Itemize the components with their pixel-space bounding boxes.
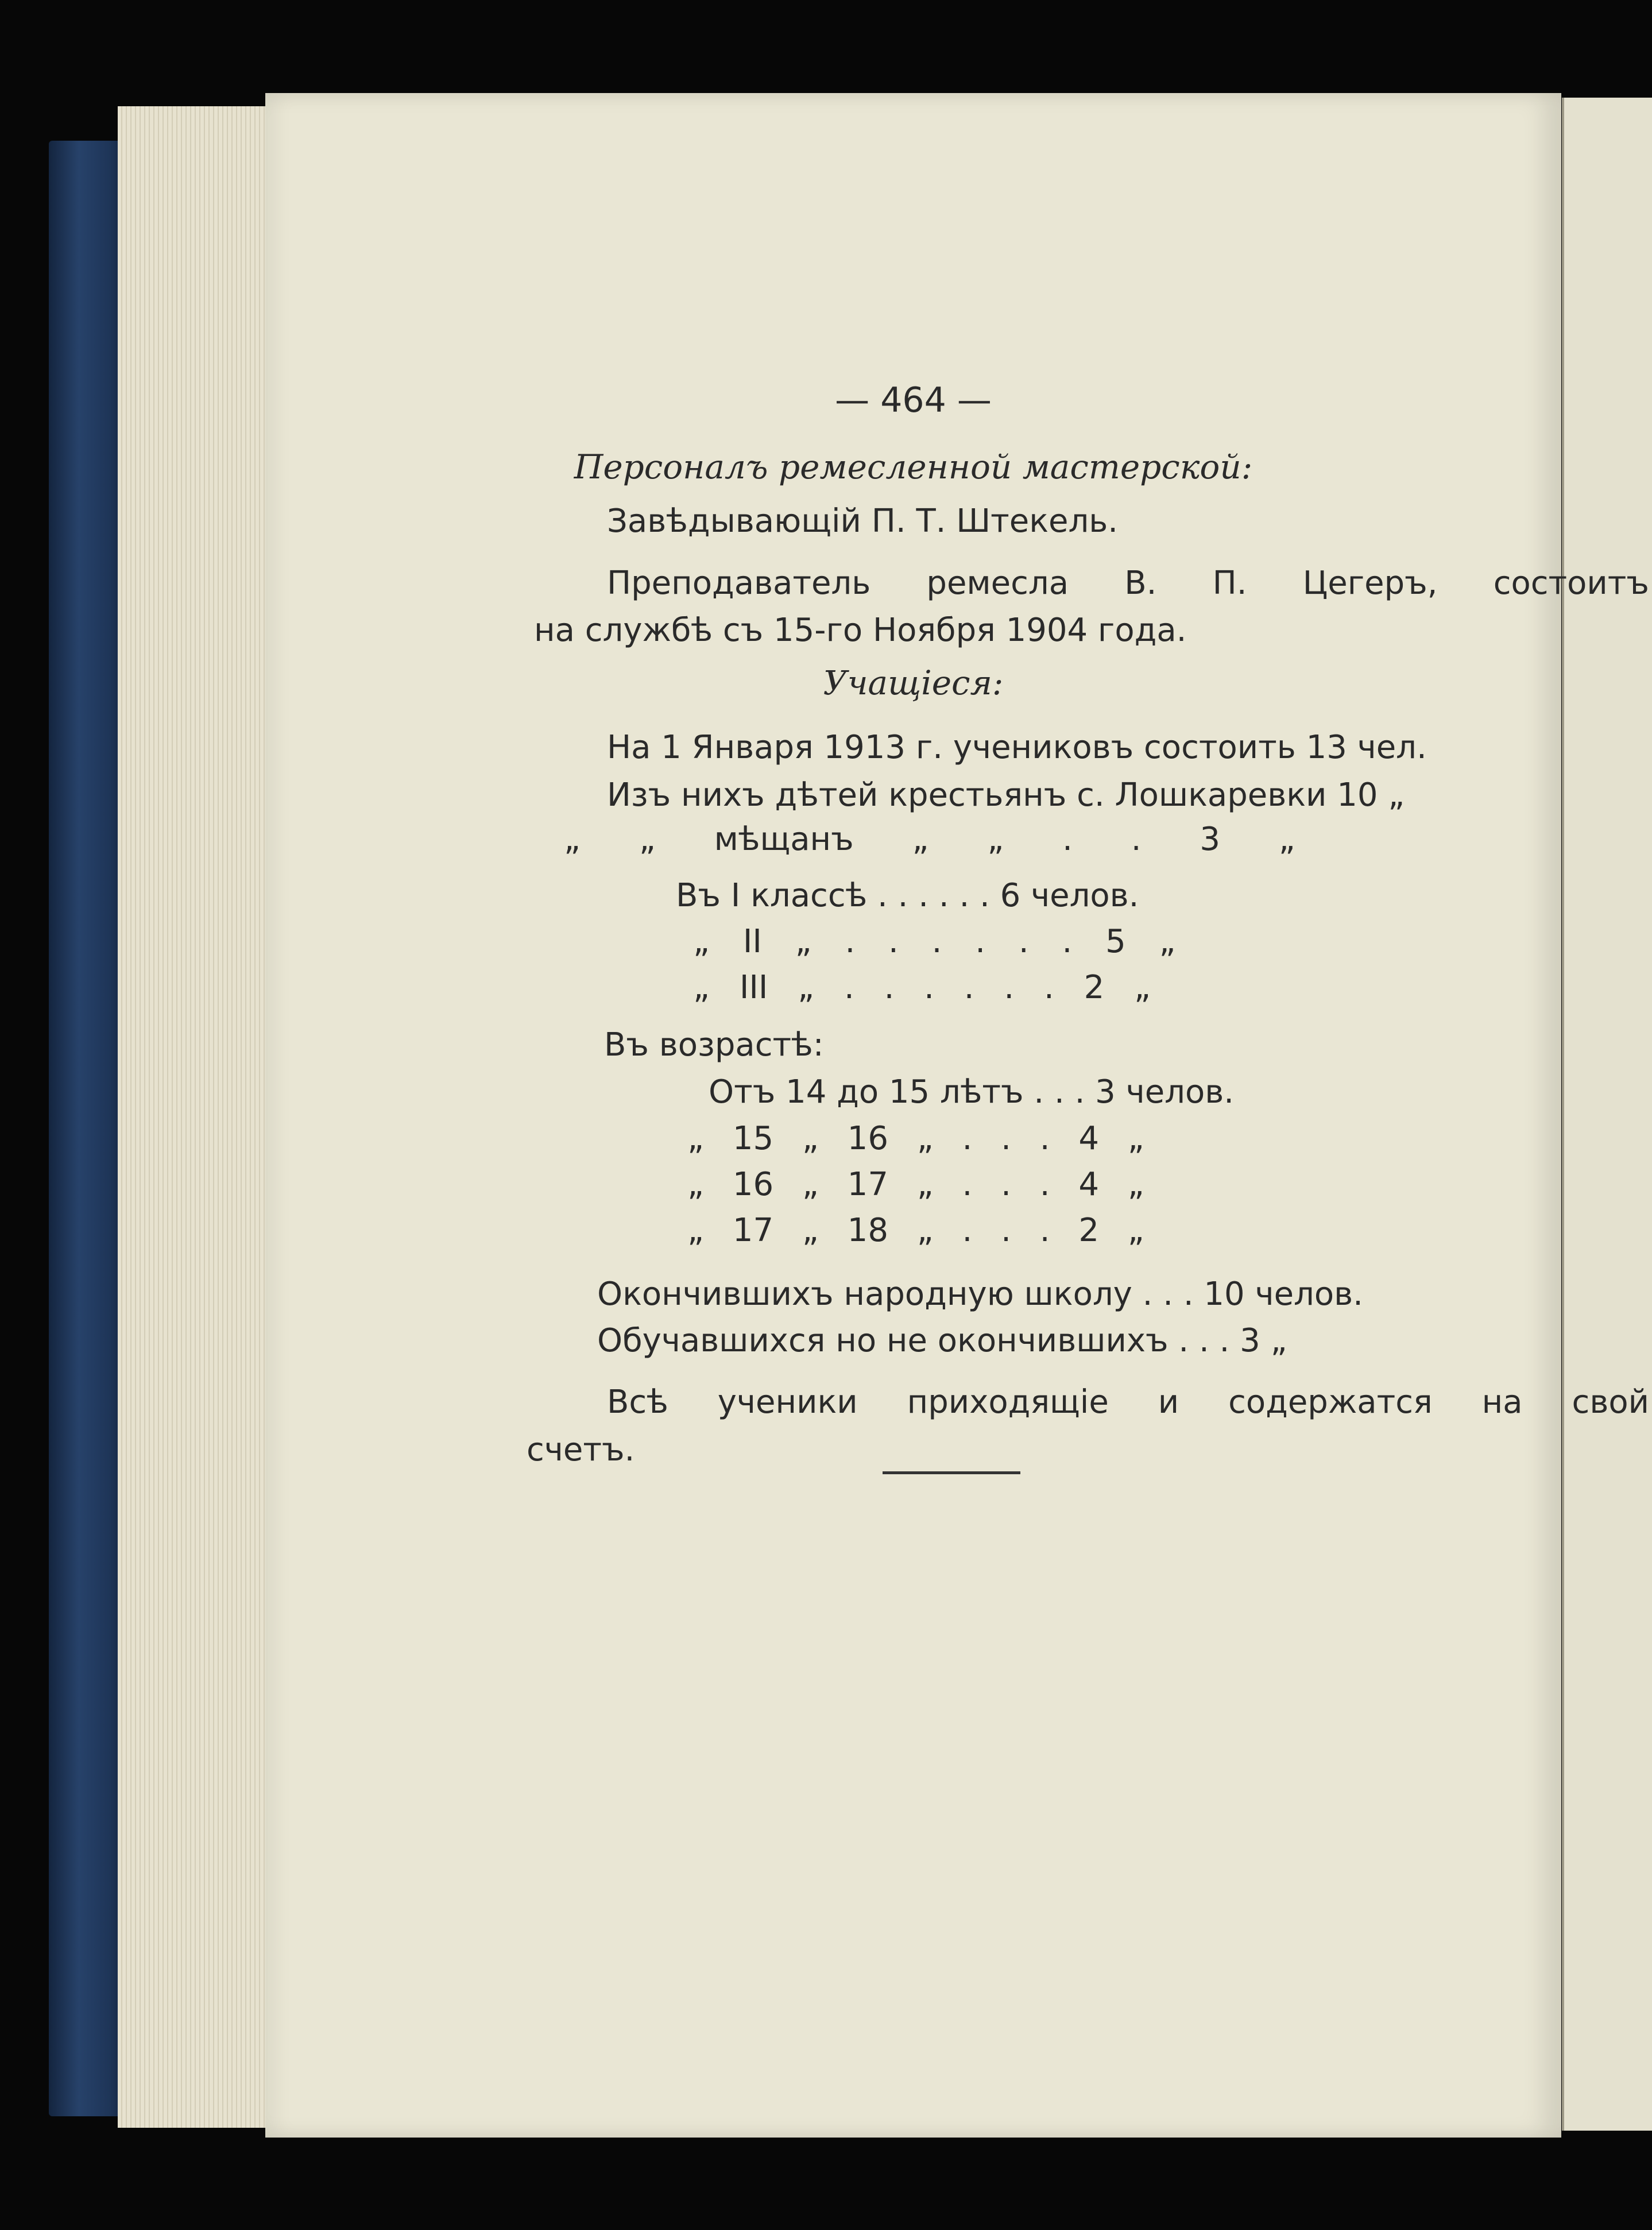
teacher-line-1: Преподаватель ремесла В. П. Цегеръ, состоитъ bbox=[607, 565, 1649, 602]
page-number: — 464 — bbox=[835, 380, 992, 420]
age-group-16-17: „ 16 „ 17 „ . . . 4 „ bbox=[687, 1166, 1144, 1203]
closing-rule bbox=[883, 1471, 1020, 1474]
graduated-line: Окончившихъ народную школу . . . 10 челов. bbox=[597, 1276, 1363, 1313]
final-line-1: Всѣ ученики приходящіе и содержатся на свой bbox=[607, 1383, 1649, 1421]
class-1-line: Въ I классѣ . . . . . . 6 челов. bbox=[676, 877, 1139, 914]
class-2-line: „ II „ . . . . . . 5 „ bbox=[693, 923, 1176, 960]
age-group-14-15: Отъ 14 до 15 лѣтъ . . . 3 челов. bbox=[709, 1073, 1235, 1111]
students-heading: Учащіеся: bbox=[823, 663, 1004, 702]
facing-page-edge bbox=[1562, 98, 1652, 2131]
students-total-line: На 1 Января 1913 г. учениковъ состоить 13 чел. bbox=[607, 729, 1427, 766]
page-content bbox=[265, 93, 1649, 2138]
age-group-15-16: „ 15 „ 16 „ . . . 4 „ bbox=[687, 1120, 1144, 1157]
manager-line: Завѣдывающій П. Т. Штекель. bbox=[607, 503, 1119, 540]
peasant-children-line: Изъ нихъ дѣтей крестьянъ с. Лошкаревки 10 „ bbox=[607, 776, 1405, 814]
stacked-page-edges bbox=[118, 106, 284, 2128]
not-graduated-line: Обучавшихся но не окончившихъ . . . 3 „ bbox=[597, 1322, 1287, 1359]
staff-heading: Персоналъ ремесленной мастерской: bbox=[574, 447, 1253, 486]
age-group-17-18: „ 17 „ 18 „ . . . 2 „ bbox=[687, 1212, 1144, 1249]
age-heading: Въ возрастѣ: bbox=[604, 1026, 824, 1064]
meshchane-children-line: „ „ мѣщанъ „ „ . . 3 „ bbox=[564, 821, 1295, 858]
final-line-2: счетъ. bbox=[527, 1431, 635, 1468]
teacher-line-2: на службѣ съ 15-го Ноября 1904 года. bbox=[534, 612, 1187, 649]
class-3-line: „ III „ . . . . . . 2 „ bbox=[693, 969, 1151, 1006]
